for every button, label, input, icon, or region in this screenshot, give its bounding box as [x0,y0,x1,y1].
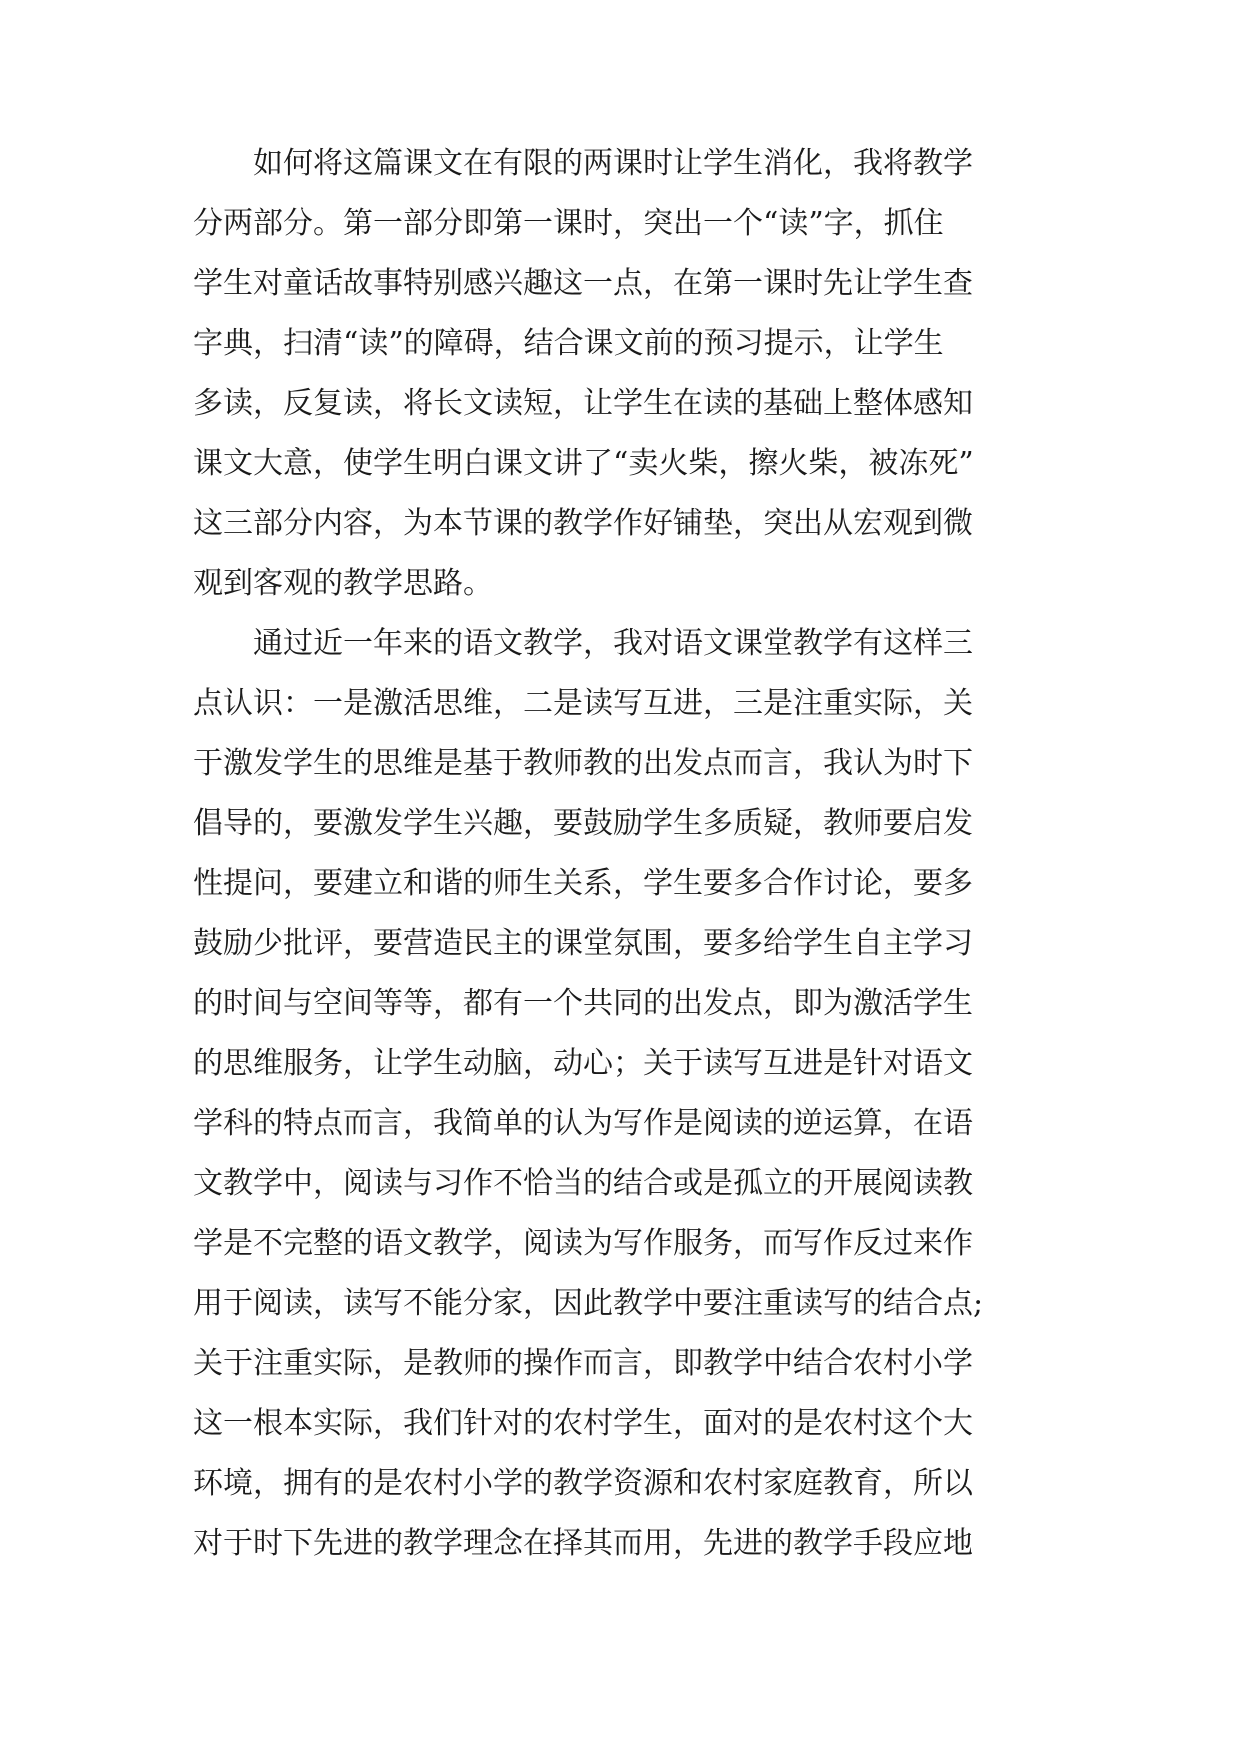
paragraph-1-line-7: 这三部分内容，为本节课的教学作好铺垫，突出从宏观到微 [193,506,973,541]
paragraph-2-line-1: 通过近一年来的语文教学，我对语文课堂教学有这样三 [253,626,973,661]
paragraph-2-line-3: 于激发学生的思维是基于教师教的出发点而言，我认为时下 [193,746,973,781]
paragraph-2-line-8: 的思维服务，让学生动脑，动心；关于读写互进是针对语文 [193,1046,973,1081]
paragraph-2-line-9: 学科的特点而言，我简单的认为写作是阅读的逆运算，在语 [193,1106,973,1141]
paragraph-2-line-6: 鼓励少批评，要营造民主的课堂氛围，要多给学生自主学习 [193,926,973,961]
paragraph-1-line-3: 学生对童话故事特别感兴趣这一点，在第一课时先让学生查 [193,266,973,301]
paragraph-2-line-11: 学是不完整的语文教学，阅读为写作服务，而写作反过来作 [193,1226,973,1261]
paragraph-2-line-10: 文教学中，阅读与习作不恰当的结合或是孤立的开展阅读教 [193,1166,973,1201]
paragraph-1-line-6: 课文大意，使学生明白课文讲了“卖火柴，擦火柴，被冻死” [193,446,974,481]
paragraph-2-line-15: 环境，拥有的是农村小学的教学资源和农村家庭教育，所以 [193,1466,973,1501]
paragraph-2-line-5: 性提问，要建立和谐的师生关系，学生要多合作讨论，要多 [193,866,973,901]
paragraph-1-line-5: 多读，反复读，将长文读短，让学生在读的基础上整体感知 [193,386,973,421]
paragraph-2-line-16: 对于时下先进的教学理念在择其而用，先进的教学手段应地 [193,1526,973,1561]
paragraph-1-line-8: 观到客观的教学思路。 [193,566,493,601]
paragraph-1-line-1: 如何将这篇课文在有限的两课时让学生消化，我将教学 [253,146,973,181]
paragraph-2-line-12: 用于阅读，读写不能分家，因此教学中要注重读写的结合点; [193,1286,984,1321]
paragraph-2-line-7: 的时间与空间等等，都有一个共同的出发点，即为激活学生 [193,986,973,1021]
paragraph-1-line-4: 字典，扫清“读”的障碍，结合课文前的预习提示，让学生 [193,326,944,361]
paragraph-1-line-2: 分两部分。第一部分即第一课时，突出一个“读”字，抓住 [193,206,944,241]
paragraph-2-line-4: 倡导的，要激发学生兴趣，要鼓励学生多质疑，教师要启发 [193,806,973,841]
paragraph-2-line-13: 关于注重实际，是教师的操作而言，即教学中结合农村小学 [193,1346,973,1381]
paragraph-2-line-14: 这一根本实际，我们针对的农村学生，面对的是农村这个大 [193,1406,973,1441]
paragraph-2-line-2: 点认识：一是激活思维，二是读写互进，三是注重实际，关 [193,686,973,721]
